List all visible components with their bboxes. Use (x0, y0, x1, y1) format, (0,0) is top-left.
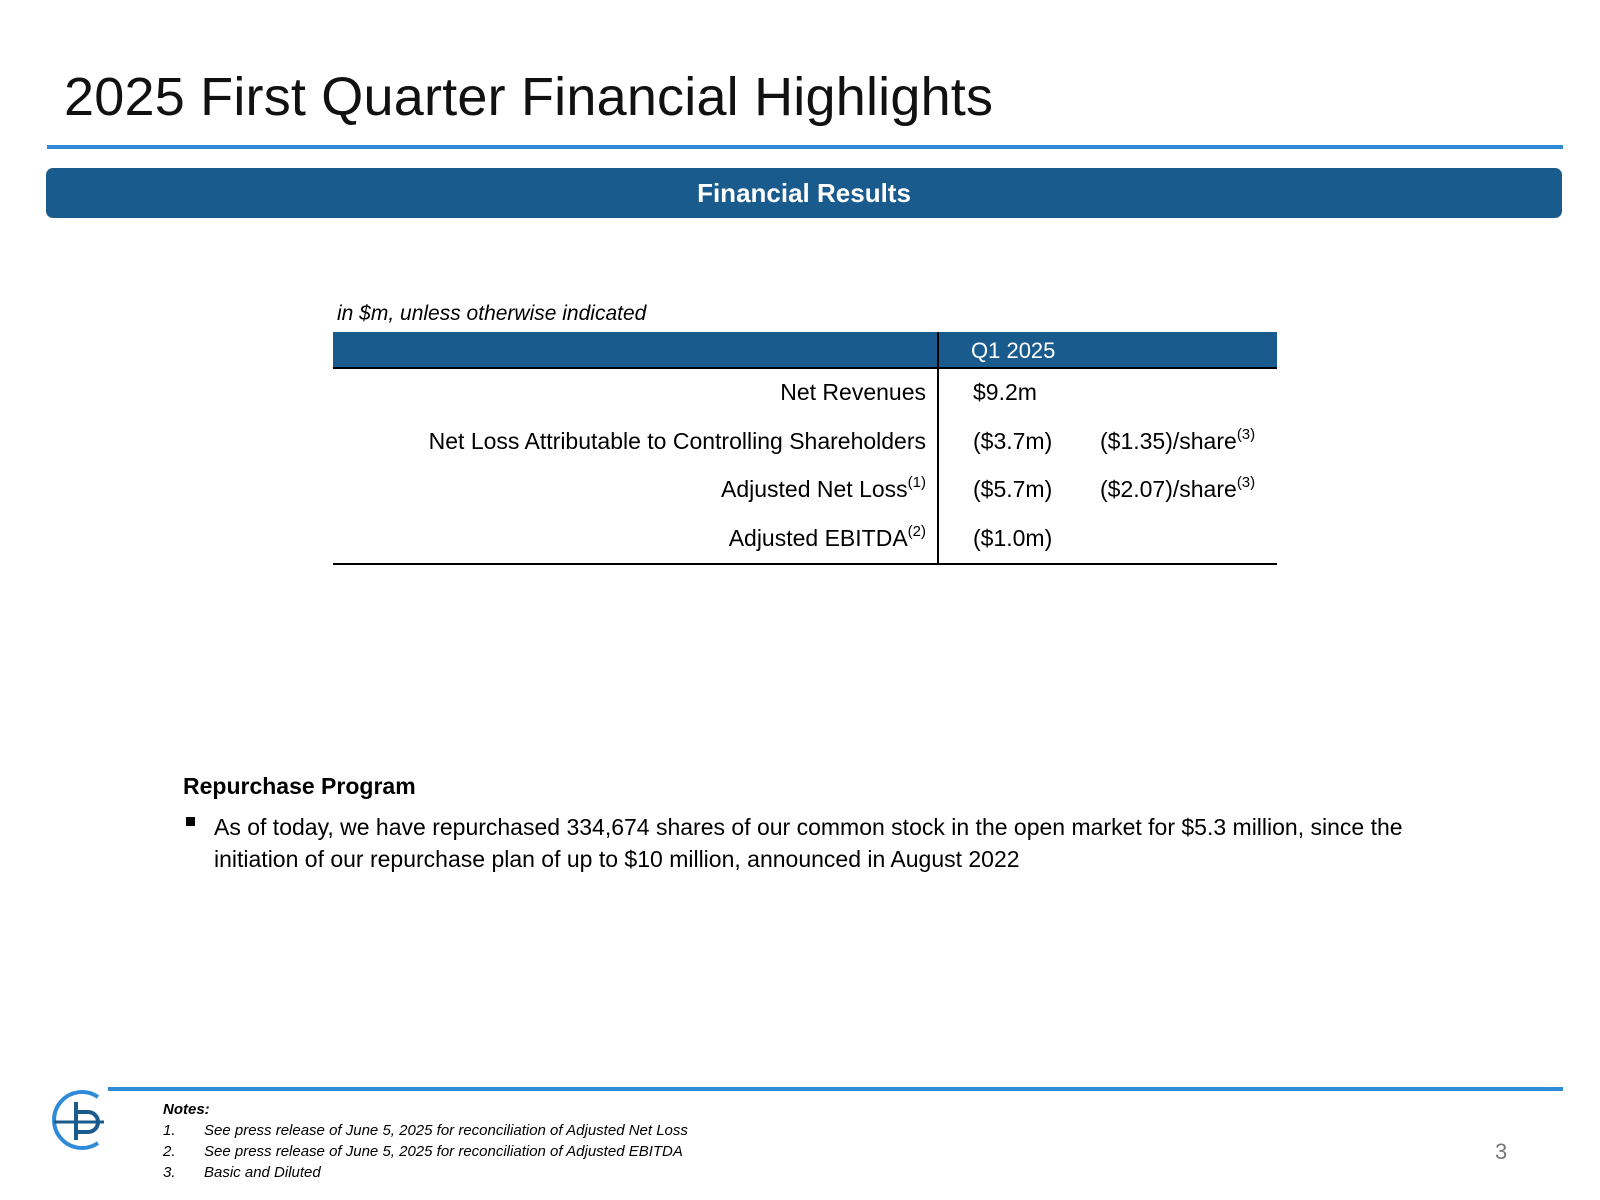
table-row (333, 369, 1277, 418)
section-banner-label: Financial Results (697, 177, 911, 208)
row-value: ($1.0m) (973, 524, 1053, 551)
footnote-text: Basic and Diluted (204, 1164, 321, 1181)
table-header-divider (937, 332, 939, 367)
row-label: Adjusted Net Loss$^{(1)}$ (720, 474, 926, 502)
footnote-item (163, 1162, 688, 1183)
table-row (333, 466, 1277, 515)
footnote-text: See press release of June 5, 2025 for reconciliation of Adjusted EBITDA (204, 1143, 683, 1160)
footnotes (163, 1099, 688, 1183)
page-title: 2025 First Quarter Financial Highlights (64, 67, 994, 127)
footnote-marker: (2) (907, 522, 926, 540)
page-number: 3 (1495, 1139, 1508, 1164)
row-value: $9.2m (973, 379, 1037, 405)
footer-divider (108, 1087, 1563, 1091)
repurchase-bullet-text: As of today, we have repurchased 334,674 shares of our common stock in the open market for $5.3 million, since the initiation of our repurchase plan of up to $10 million, announced in August 2022 (214, 814, 1403, 872)
footnote-number: 1. (163, 1122, 176, 1139)
financial-results-table (333, 332, 1277, 565)
footnote-marker: (3) (1236, 474, 1256, 491)
notes-title: Notes: (163, 1101, 210, 1118)
table-row (333, 418, 1277, 467)
row-label: Net Revenues (780, 379, 926, 405)
footnote-marker: (3) (1236, 425, 1256, 443)
table-units-note: in $m, unless otherwise indicated (337, 302, 647, 325)
footnote-text: See press release of June 5, 2025 for reconciliation of Adjusted Net Loss (204, 1122, 688, 1139)
row-label: Adjusted EBITDA$^{(2)}$ (728, 522, 926, 551)
table-body (333, 369, 1277, 565)
footnote-marker: (1) (907, 474, 926, 491)
row-per-share: ($1.35)/share$^{(3)}$ (1100, 425, 1256, 454)
row-label: Net Loss Attributable to Controlling Shareholders (428, 427, 926, 454)
footnote-number: 3. (163, 1164, 176, 1181)
square-bullet-icon (186, 817, 195, 826)
title-divider (47, 145, 1563, 149)
table-row (333, 515, 1277, 564)
footnote-item (163, 1120, 688, 1141)
row-value: ($5.7m) (973, 476, 1053, 502)
column-header-q1-2025: Q1 2025 (971, 338, 1056, 363)
section-banner (46, 168, 1562, 218)
table-header (333, 332, 1277, 369)
company-logo-icon (46, 1080, 114, 1160)
row-per-share: ($2.07)/share$^{(3)}$ (1100, 474, 1256, 502)
row-value: ($3.7m) (973, 427, 1053, 454)
repurchase-heading: Repurchase Program (183, 773, 416, 799)
footnote-number: 2. (163, 1143, 176, 1160)
footnote-item (163, 1141, 688, 1162)
